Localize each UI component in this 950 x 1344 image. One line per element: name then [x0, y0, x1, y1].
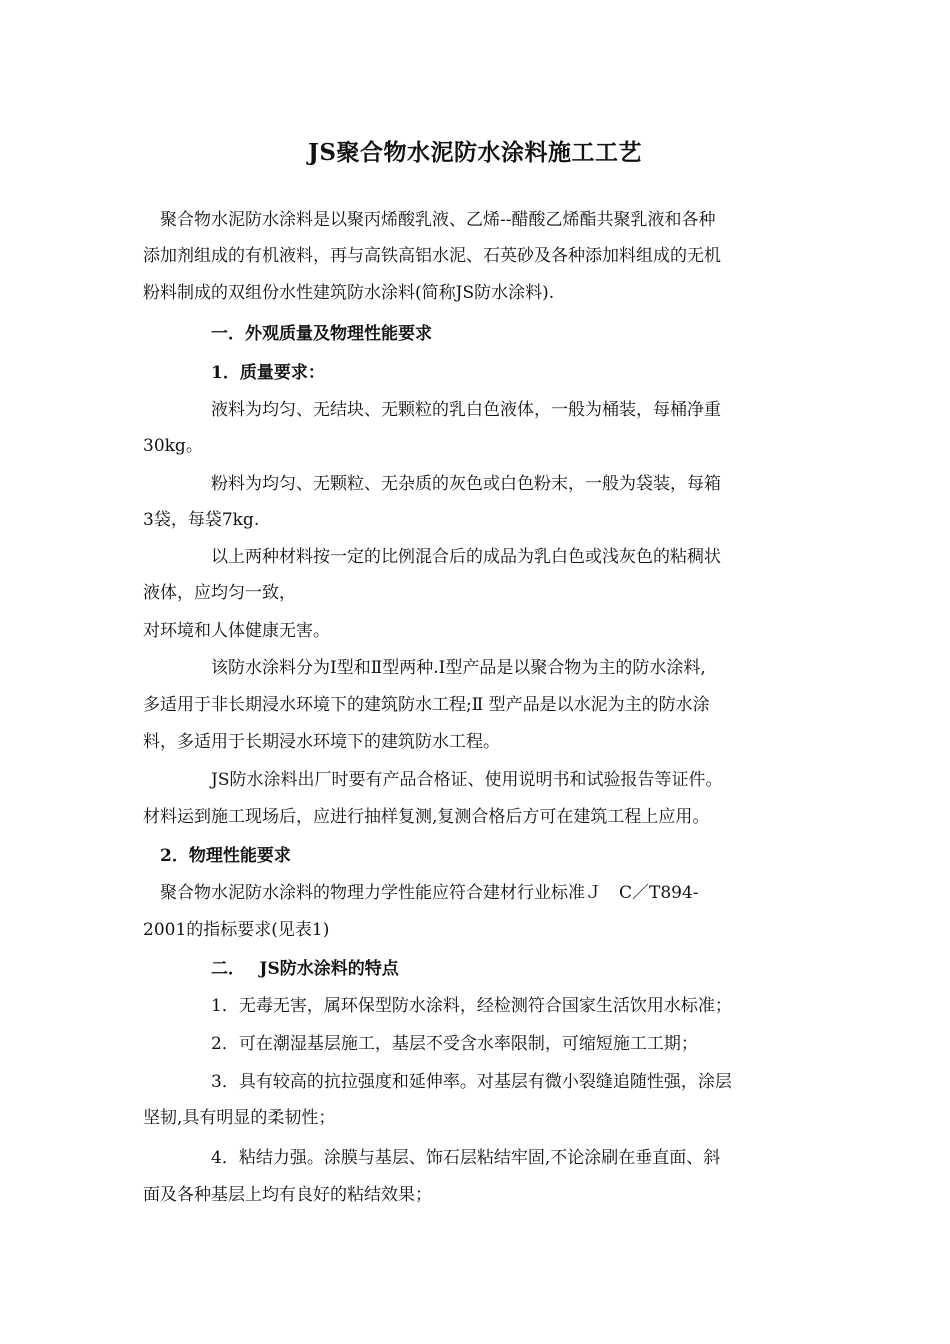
paragraph-line: 面及各种基层上均有良好的粘结效果； [143, 1185, 432, 1205]
paragraph-line: 3袋，每袋7kg. [143, 510, 260, 530]
section-heading: 二． JS防水涂料的特点 [143, 959, 399, 979]
paragraph-line: 聚合物水泥防水涂料的物理力学性能应符合建材行业标准Ｊ C／T894- [143, 883, 699, 903]
paragraph-line: 粉料制成的双组份水性建筑防水涂料(简称JS防水涂料). [143, 283, 555, 303]
list-item: 2．可在潮湿基层施工，基层不受含水率限制，可缩短施工工期； [143, 1034, 698, 1054]
paragraph-line: JS防水涂料出厂时要有产品合格证、使用说明书和试验报告等证件。 [143, 770, 723, 790]
paragraph-line: 聚合物水泥防水涂料是以聚丙烯酸乳液、乙烯--醋酸乙烯酯共聚乳液和各种 [143, 210, 716, 230]
subsection-heading: 1．质量要求： [143, 363, 325, 383]
paragraph-line: 粉料为均匀、无颗粒、无杂质的灰色或白色粉末，一般为袋装，每箱 [143, 474, 721, 494]
paragraph-line: 添加剂组成的有机液料，再与高铁高铝水泥、石英砂及各种添加料组成的无机 [143, 246, 721, 266]
subsection-heading: 2．物理性能要求 [143, 846, 291, 866]
paragraph-line: 该防水涂料分为Ⅰ型和Ⅱ型两种.Ⅰ型产品是以聚合物为主的防水涂料, [143, 658, 706, 678]
document-title: JS聚合物水泥防水涂料施工工艺 [308, 139, 642, 166]
paragraph-line: 以上两种材料按一定的比例混合后的成品为乳白色或浅灰色的粘稠状 [143, 547, 721, 567]
paragraph-line: 2001的指标要求(见表1) [143, 920, 330, 940]
list-item: 3．具有较高的抗拉强度和延伸率。对基层有微小裂缝追随性强，涂层 [143, 1072, 732, 1092]
section-heading: 一．外观质量及物理性能要求 [143, 324, 432, 344]
list-item: 1．无毒无害，属环保型防水涂料，经检测符合国家生活饮用水标准； [143, 996, 732, 1016]
paragraph-line: 材料运到施工现场后，应进行抽样复测,复测合格后方可在建筑工程上应用。 [143, 807, 710, 827]
paragraph-line: 30kg。 [143, 436, 203, 456]
paragraph-line: 对环境和人体健康无害。 [143, 621, 330, 641]
paragraph-line: 多适用于非长期浸水环境下的建筑防水工程;Ⅱ 型产品是以水泥为主的防水涂 [143, 695, 710, 715]
paragraph-line: 料，多适用于长期浸水环境下的建筑防水工程。 [143, 732, 500, 752]
list-item: 4．粘结力强。涂膜与基层、饰石层粘结牢固,不论涂刷在垂直面、斜 [143, 1148, 721, 1168]
paragraph-line: 坚韧,具有明显的柔韧性； [143, 1108, 336, 1128]
paragraph-line: 液料为均匀、无结块、无颗粒的乳白色液体，一般为桶装，每桶净重 [143, 400, 721, 420]
paragraph-line: 液体，应均匀一致， [143, 583, 296, 603]
